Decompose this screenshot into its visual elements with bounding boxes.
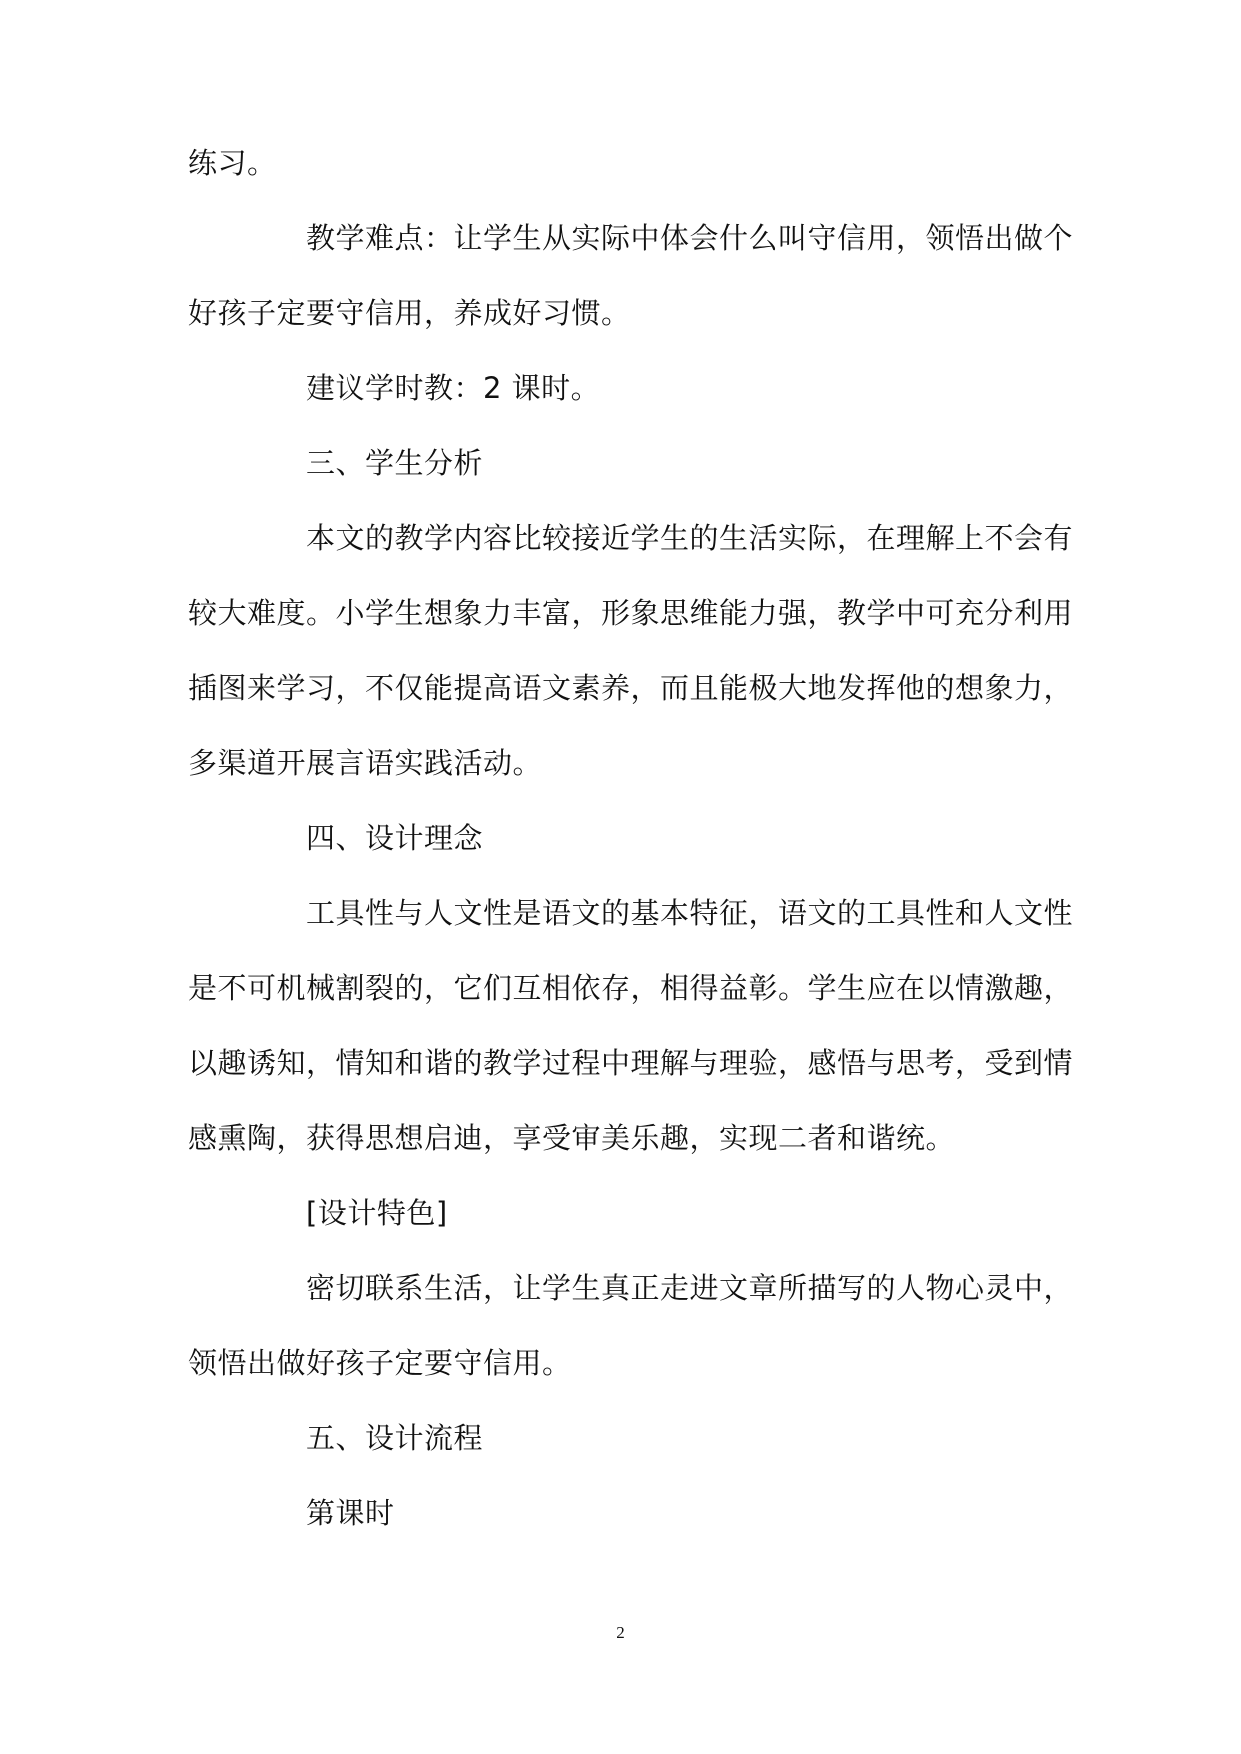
text-line-1: 练习。 [188,146,277,180]
section-heading-4: 四、设计理念 [306,821,484,855]
text-line-14: 感熏陶，获得思想启迪，享受审美乐趣，实现二者和谐统。 [188,1121,956,1155]
page-number: 2 [616,1623,625,1642]
text-line-6: 本文的教学内容比较接近学生的生活实际，在理解上不会有 [306,521,1074,555]
text-line-4: 建议学时教：2 课时。 [306,371,601,405]
text-line-7: 较大难度。小学生想象力丰富，形象思维能力强，教学中可充分利用 [188,596,1074,630]
text-line-8: 插图来学习，不仅能提高语文素养，而且能极大地发挥他的想象力， [188,671,1074,705]
section-heading-3: 三、学生分析 [306,446,484,480]
text-line-11: 工具性与人文性是语文的基本特征，语文的工具性和人文性 [306,896,1074,930]
text-line-9: 多渠道开展言语实践活动。 [188,746,543,780]
text-line-12: 是不可机械割裂的，它们互相依存，相得益彰。学生应在以情激趣， [188,971,1074,1005]
text-line-2: 教学难点：让学生从实际中体会什么叫守信用，领悟出做个 [306,221,1074,255]
text-line-3: 好孩子定要守信用，养成好习惯。 [188,296,631,330]
lesson-heading: 第课时 [306,1496,395,1530]
text-line-17: 领悟出做好孩子定要守信用。 [188,1346,572,1380]
text-line-13: 以趣诱知，情知和谐的教学过程中理解与理验，感悟与思考，受到情 [188,1046,1074,1080]
text-line-16: 密切联系生活，让学生真正走进文章所描写的人物心灵中， [306,1271,1074,1305]
section-heading-5: 五、设计流程 [306,1421,484,1455]
design-feature-heading: [设计特色] [306,1196,448,1230]
